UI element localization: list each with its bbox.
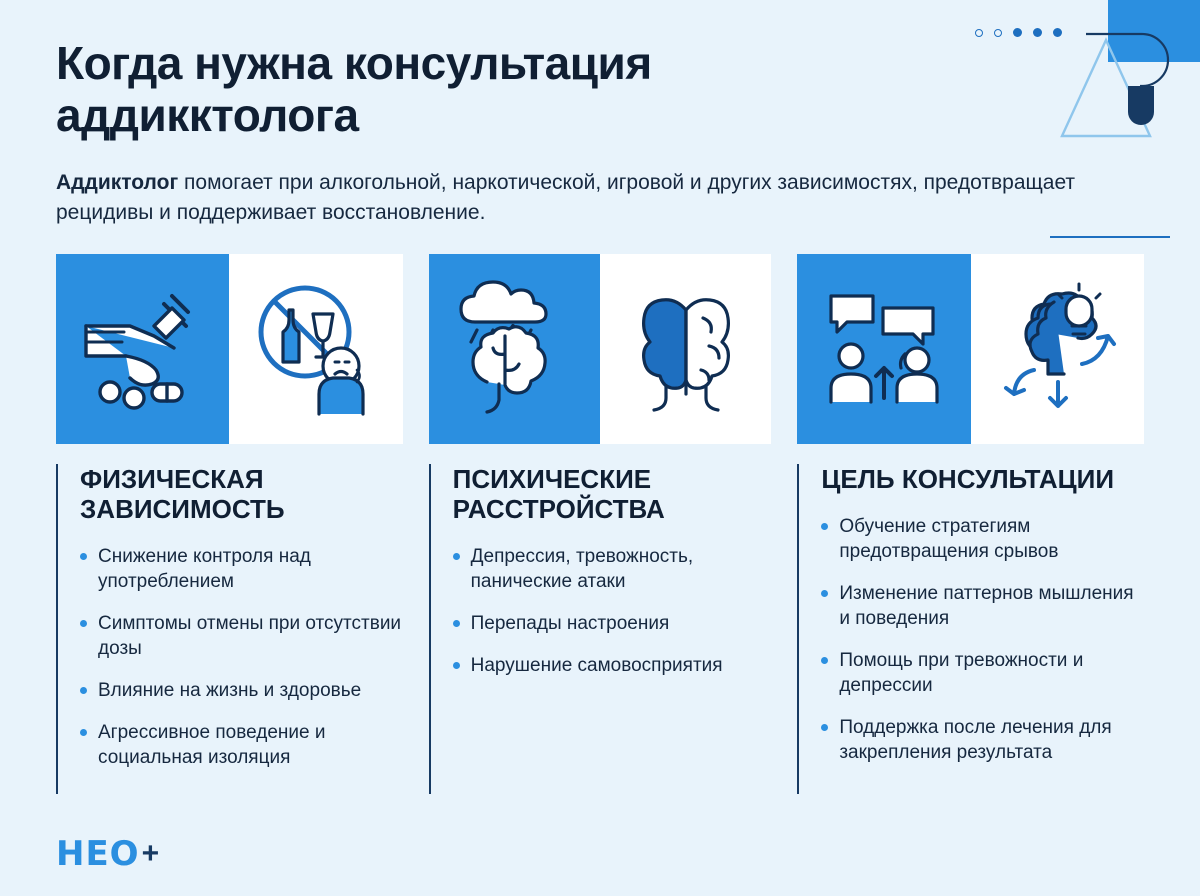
- list-item: Изменение паттернов мышления и поведения: [821, 581, 1144, 631]
- column-3-images: [797, 254, 1144, 444]
- column-3-points: [821, 514, 1144, 766]
- column-2-points: [453, 544, 772, 678]
- column-3-body: [797, 464, 1144, 794]
- page-title: Когда нужна консультация аддикктолога: [56, 37, 652, 141]
- column-1-images: [56, 254, 403, 444]
- no-alcohol-sad-person-icon: [229, 254, 402, 444]
- column-mental-disorders: [429, 254, 772, 794]
- list-item: Обучение стратегиям предотвращения срывов: [821, 514, 1144, 564]
- two-people-dialog-icon: [797, 254, 970, 444]
- column-physical-dependence: [56, 254, 403, 794]
- brain-lightbulb-arrows-icon: [971, 254, 1144, 444]
- list-item: Нарушение самовосприятия: [453, 653, 772, 678]
- storm-cloud-brain-icon: [429, 254, 600, 444]
- arm-injection-pills-icon: [56, 254, 229, 444]
- column-2-images: [429, 254, 772, 444]
- column-1-body: [56, 464, 403, 794]
- list-item: Снижение контроля над употреблением: [80, 544, 403, 594]
- list-item: Помощь при тревожности и депрессии: [821, 648, 1144, 698]
- logo-plus-mark: +: [141, 837, 160, 870]
- list-item: Агрессивное поведение и социальная изоляция: [80, 720, 403, 770]
- column-consultation-goal: [797, 254, 1144, 794]
- content-columns: [56, 254, 1144, 794]
- logo-text: НЕО: [56, 834, 140, 874]
- column-2-heading: ПСИХИЧЕСКИЕ РАССТРОЙСТВА: [452, 463, 665, 524]
- heart-brain-icon: [600, 254, 771, 444]
- list-item: Депрессия, тревожность, панические атаки: [453, 544, 772, 594]
- column-1-points: [80, 544, 403, 771]
- column-2-body: [429, 464, 772, 794]
- column-3-heading: ЦЕЛЬ КОНСУЛЬТАЦИИ: [821, 463, 1115, 494]
- list-item: Перепады настроения: [453, 611, 772, 636]
- column-1-heading: ФИЗИЧЕСКАЯ ЗАВИСИМОСТЬ: [80, 463, 285, 524]
- list-item: Поддержка после лечения для закрепления результата: [821, 715, 1144, 765]
- list-item: Влияние на жизнь и здоровье: [80, 678, 403, 703]
- brand-logo: [56, 834, 159, 874]
- page-subtitle: [56, 168, 1076, 228]
- list-item: Симптомы отмены при отсутствии дозы: [80, 611, 403, 661]
- subtitle-rest: помогает при алкогольной, наркотической, игровой и других зависимостях, предотвращает рецидивы и поддерживает восстановление.: [56, 170, 1076, 224]
- subtitle-bold-term: Аддиктолог: [56, 170, 179, 194]
